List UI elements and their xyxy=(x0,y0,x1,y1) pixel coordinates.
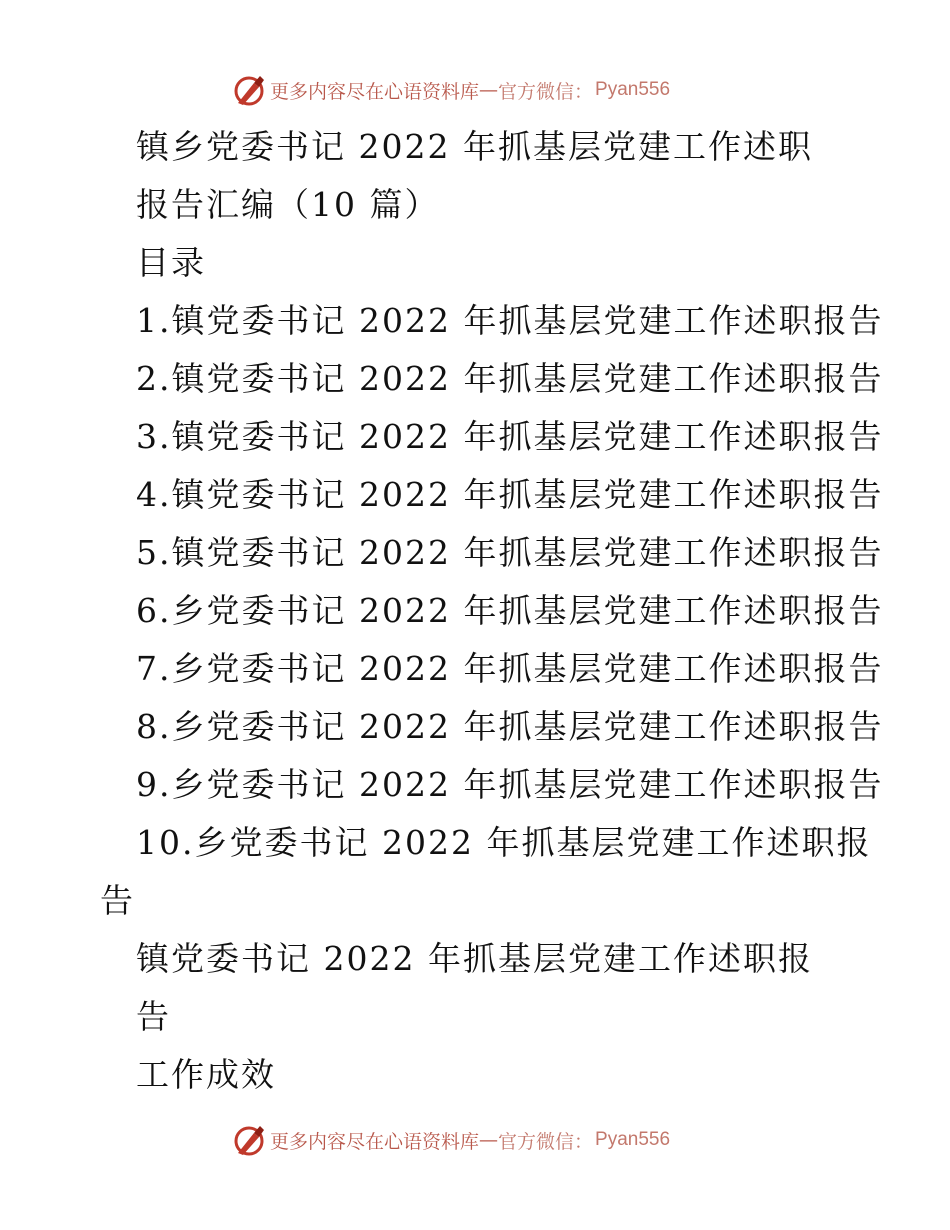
watermark-wechat-label: 官方微信： xyxy=(498,1130,594,1153)
toc-item: 1.镇党委书记 2022 年抓基层党建工作述职报告 xyxy=(136,301,884,340)
footer-watermark xyxy=(232,1123,670,1157)
toc-item-continuation: 告 xyxy=(100,881,135,920)
watermark-wechat-label: 官方微信： xyxy=(498,80,594,103)
watermark-site-text: 更多内容尽在心语资料库 xyxy=(270,80,480,103)
section-title-line-2: 告 xyxy=(136,997,171,1036)
section-title-line-1: 镇党委书记 2022 年抓基层党建工作述职报 xyxy=(136,939,813,978)
watermark-site-text: 更多内容尽在心语资料库 xyxy=(270,1130,480,1153)
watermark-dash: — xyxy=(479,79,499,101)
toc-item: 10.乡党委书记 2022 年抓基层党建工作述职报 xyxy=(136,823,872,862)
watermark-dash: — xyxy=(479,1129,499,1151)
document-title-line-2: 报告汇编（10 篇） xyxy=(136,185,440,224)
toc-item: 8.乡党委书记 2022 年抓基层党建工作述职报告 xyxy=(136,707,884,746)
header-watermark xyxy=(232,73,670,107)
toc-item: 3.镇党委书记 2022 年抓基层党建工作述职报告 xyxy=(136,417,884,456)
toc-item: 9.乡党委书记 2022 年抓基层党建工作述职报告 xyxy=(136,765,884,804)
toc-heading: 目录 xyxy=(136,243,206,282)
toc-item: 2.镇党委书记 2022 年抓基层党建工作述职报告 xyxy=(136,359,884,398)
toc-item: 6.乡党委书记 2022 年抓基层党建工作述职报告 xyxy=(136,591,884,630)
toc-item: 4.镇党委书记 2022 年抓基层党建工作述职报告 xyxy=(136,475,884,514)
pen-logo-icon xyxy=(232,73,266,107)
watermark-wechat-id: Pyan556 xyxy=(595,1129,671,1150)
section-subheading: 工作成效 xyxy=(136,1055,276,1094)
pen-logo-icon xyxy=(232,1123,266,1157)
watermark-wechat-id: Pyan556 xyxy=(595,79,671,100)
toc-item: 5.镇党委书记 2022 年抓基层党建工作述职报告 xyxy=(136,533,884,572)
toc-item: 7.乡党委书记 2022 年抓基层党建工作述职报告 xyxy=(136,649,884,688)
document-title-line-1: 镇乡党委书记 2022 年抓基层党建工作述职 xyxy=(136,127,813,166)
